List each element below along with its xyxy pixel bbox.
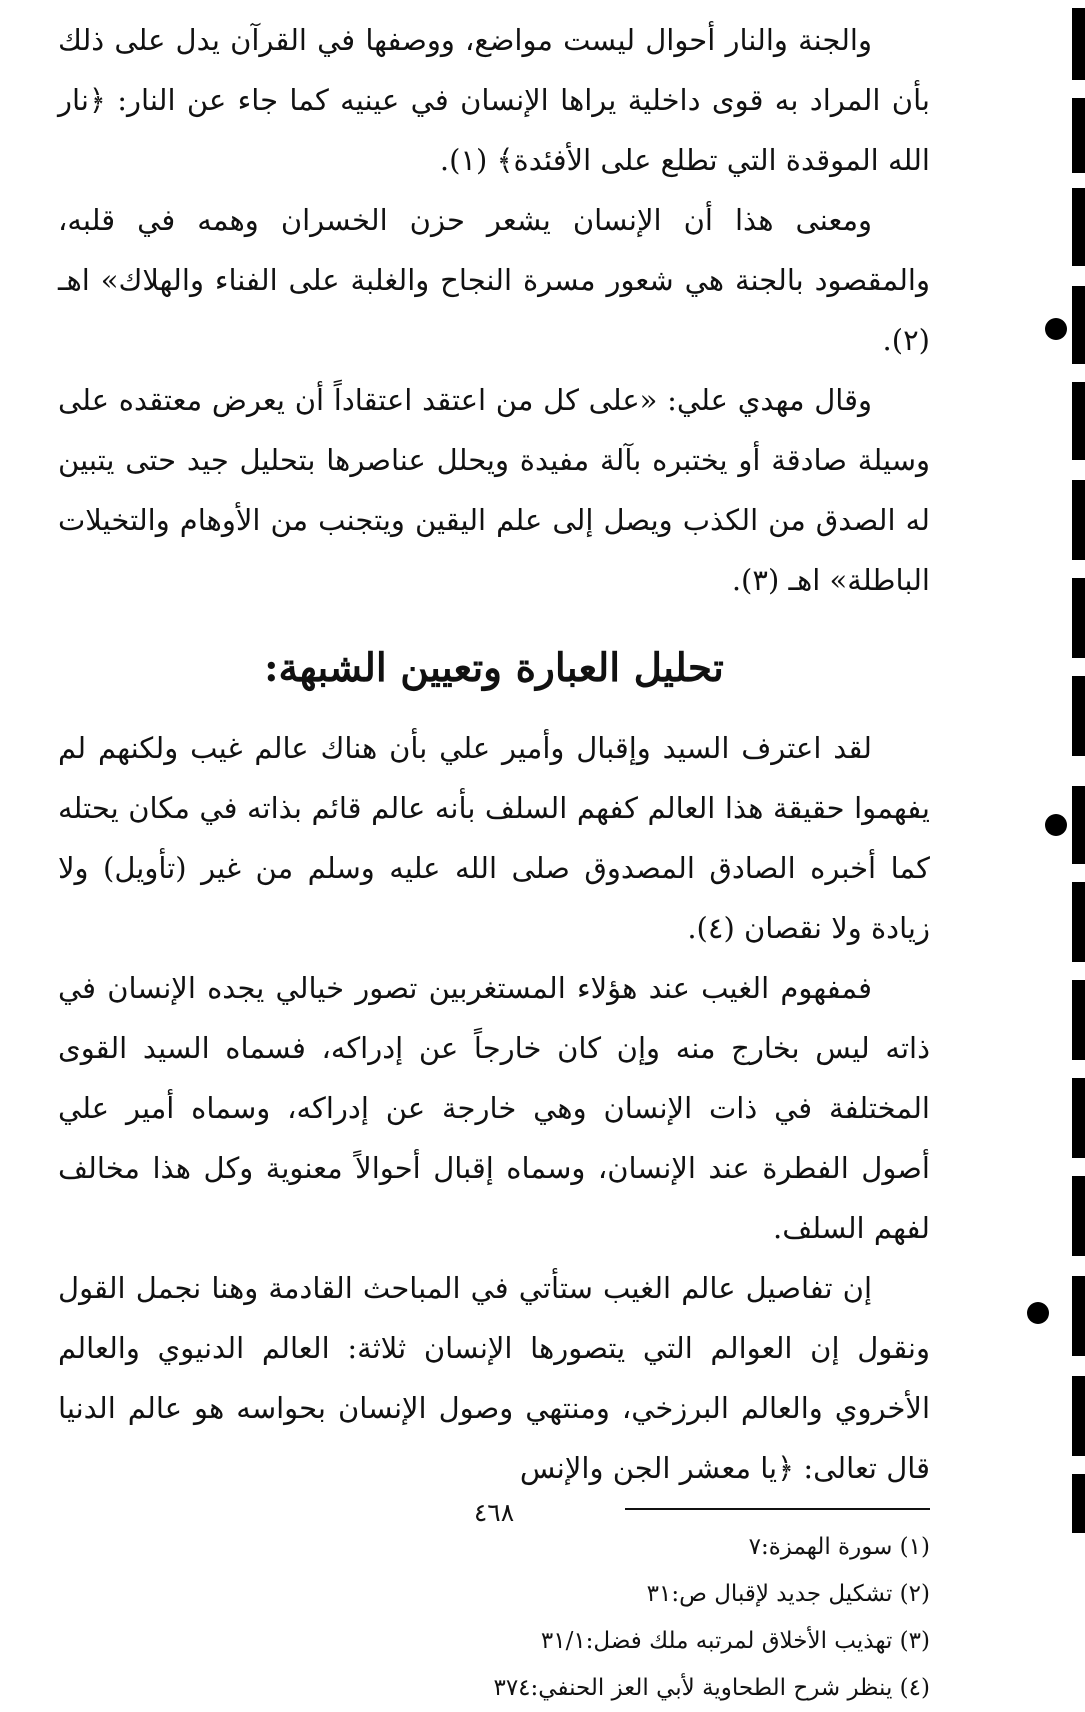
book-page: [58, 10, 930, 1701]
paragraph-meaning: ومعنى هذا أن الإنسان يشعر حزن الخسران وهمه في قلبه، والمقصود بالجنة هي شعور مسرة النجاح والغلبة على الفناء والهلاك» اهـ (٢).: [58, 203, 930, 357]
footnote-item: (٢) تشكيل جديد لإقبال ص:٣١: [646, 1581, 930, 1607]
paragraph-acknowledgement: لقد اعترف السيد وإقبال وأمير علي بأن هناك عالم غيب ولكنهم لم يفهموا حقيقة هذا العالم كفهم السلف بأنه عالم قائم بذاته في مكان يحتله كما أخبره الصادق المصدوق صلى الله عليه وسلم من غير (تأويل) ولا زيادة ولا نقصان (٤).: [58, 731, 930, 945]
binding-mark: [1072, 786, 1085, 864]
binding-mark: [1072, 188, 1085, 266]
binding-mark: [1072, 286, 1085, 364]
binding-mark: [1072, 882, 1085, 962]
binding-mark: [1072, 1376, 1085, 1456]
binding-hole: [1027, 1302, 1049, 1324]
paragraph-concept-of-unseen: فمفهوم الغيب عند هؤلاء المستغربين تصور خيالي يجده الإنسان في ذاته ليس بخارج منه وإن كان خارجاً عن إدراكه، فسماه السيد القوى المختلفة في ذات الإنسان وهي خارجة عن إدراكه، وسماه أمير علي أصول الفطرة عند الإنسان، وسماه إقبال أحوالاً معنوية وكل هذا مخالف لفهم السلف.: [58, 971, 930, 1245]
binding-hole: [1045, 318, 1067, 340]
footnote-item: (٣) تهذيب الأخلاق لمرتبه ملك فضل:٣١/١: [540, 1628, 930, 1654]
binding-mark: [1072, 676, 1085, 756]
footnotes-list: [58, 1524, 930, 1712]
binding-mark: [1072, 8, 1085, 80]
binding-mark: [1072, 980, 1085, 1060]
binding-mark: [1072, 480, 1085, 560]
binding-edge-marks: [1025, 0, 1085, 1533]
footnote-item: (٤) ينظر شرح الطحاوية لأبي العز الحنفي:٣٧٤: [493, 1675, 930, 1701]
paragraph-mahdi-ali: وقال مهدي علي: «على كل من اعتقد اعتقاداً أن يعرض معتقده على وسيلة صادقة أو يختبره بآلة مفيدة ويحلل عناصرها بتحليل جيد حتى يتبين له الصدق من الكذب ويصل إلى علم اليقين ويتجنب من الأوهام والتخيلات الباطلة» اهـ (٣).: [58, 383, 930, 597]
binding-mark: [1072, 1474, 1085, 1533]
binding-mark: [1072, 1078, 1085, 1158]
paragraph-three-worlds: إن تفاصيل عالم الغيب ستأتي في المباحث القادمة وهنا نجمل القول ونقول إن العوالم التي يتصورها الإنسان ثلاثة: العالم الدنيوي والعالم الأخروي والعالم البرزخي، ومنتهي وصول الإنسان بحواسه هو عالم الدنيا قال تعالى: ﴿يا معشر الجن والإنس: [58, 1271, 930, 1485]
section-heading: تحليل العبارة وتعيين الشبهة:: [264, 645, 724, 691]
binding-mark: [1072, 98, 1085, 173]
binding-hole: [1045, 814, 1067, 836]
paragraph-paradise-fire: والجنة والنار أحوال ليست مواضع، ووصفها في القرآن يدل على ذلك بأن المراد به قوى داخلية يراها الإنسان في عينيه كما جاء عن النار: ﴿نار الله الموقدة التي تطلع على الأفئدة﴾ (١).: [58, 23, 930, 177]
binding-mark: [1072, 382, 1085, 460]
page-number: ٤٦٨: [473, 1498, 515, 1527]
binding-mark: [1072, 1276, 1085, 1356]
binding-mark: [1072, 578, 1085, 658]
footnote-item: (١) سورة الهمزة:٧: [748, 1534, 930, 1560]
binding-mark: [1072, 1176, 1085, 1256]
